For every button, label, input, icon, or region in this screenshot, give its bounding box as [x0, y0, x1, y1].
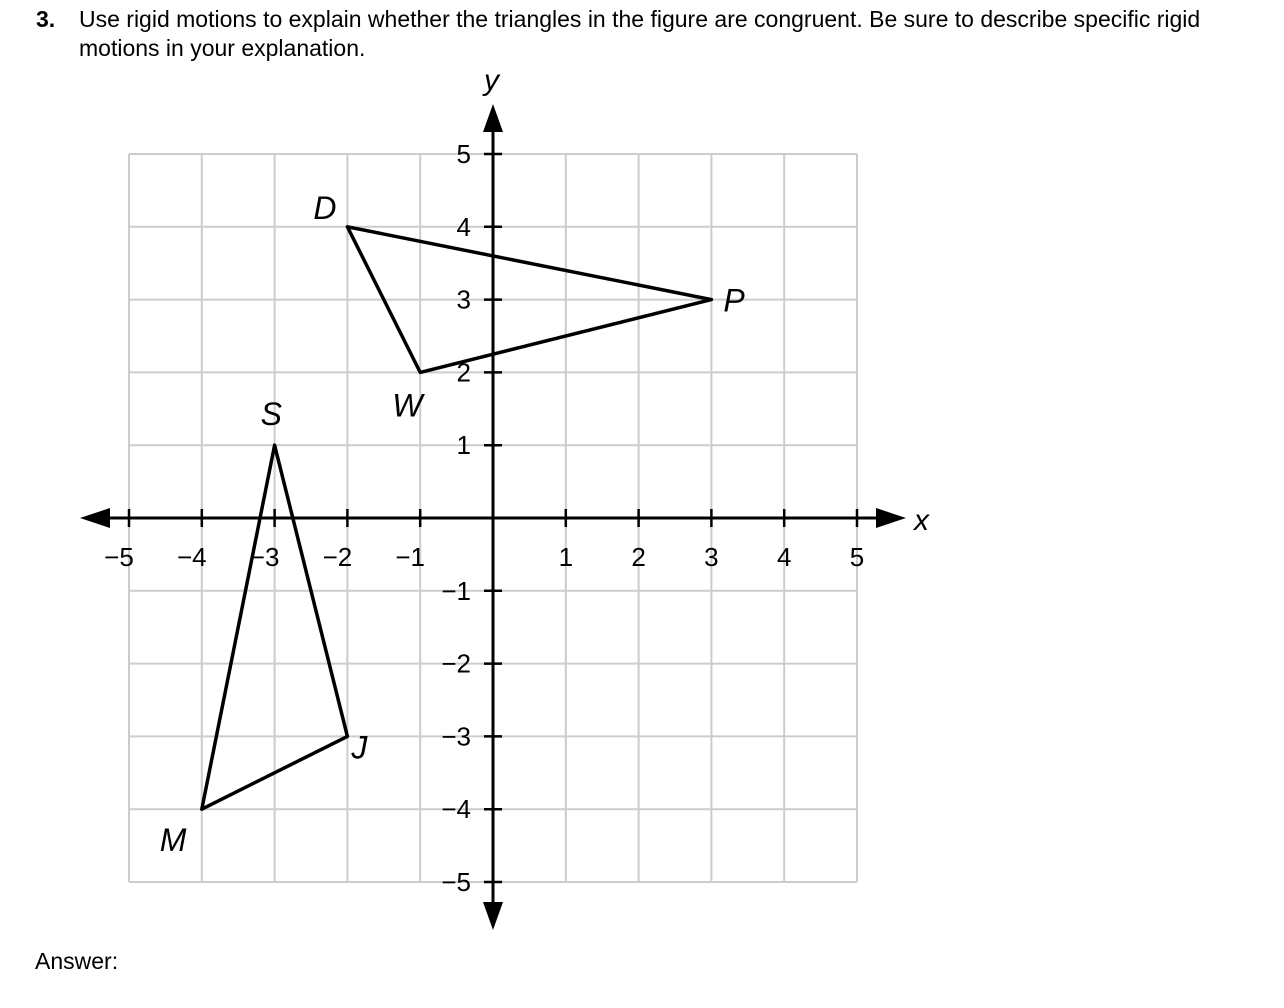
y-tick-label: −5: [441, 867, 471, 897]
x-tick-label: 1: [558, 542, 574, 572]
vertex-label-d: D: [313, 189, 337, 226]
x-tick-label: −3: [249, 542, 280, 572]
vertex-label-j: J: [351, 729, 368, 766]
y-axis-arrow-bottom: [483, 902, 503, 930]
labels: [104, 64, 930, 897]
y-tick-label: −1: [441, 575, 471, 606]
vertex-label-m: M: [159, 822, 187, 859]
y-tick-label: −3: [441, 721, 471, 752]
x-tick-label: 2: [631, 542, 646, 572]
vertex-label-w: W: [392, 387, 423, 424]
x-axis-arrow-left: [80, 508, 110, 528]
y-tick-label: 1: [456, 430, 471, 461]
x-axis-label: x: [914, 504, 929, 537]
y-tick-label: 4: [456, 211, 471, 242]
x-tick-label: 4: [776, 542, 792, 572]
vertex-label-p: P: [723, 282, 745, 319]
y-tick-label: 3: [456, 284, 471, 315]
x-tick-label: 5: [849, 542, 865, 572]
vertex-label-s: S: [260, 396, 282, 433]
y-tick-label: 2: [456, 357, 471, 388]
question-number: 3.: [36, 6, 56, 32]
y-tick-label: −2: [441, 648, 471, 679]
y-tick-label: 5: [456, 139, 471, 169]
y-axis-label: y: [484, 64, 499, 97]
x-tick-label: −2: [322, 542, 353, 572]
x-tick-label: −1: [395, 542, 426, 572]
x-tick-label: 3: [704, 542, 719, 572]
x-tick-label: −4: [176, 542, 207, 572]
answer-label: Answer:: [35, 948, 119, 974]
x-tick-label: −5: [104, 542, 134, 572]
y-axis-arrow-top: [483, 104, 503, 132]
question-text: Use rigid motions to explain whether the triangles in the figure are congruent. Be sure to describe specific rigid motions in your explanation.: [79, 6, 1201, 61]
y-tick-label: −4: [441, 794, 471, 825]
x-axis-arrow-right: [876, 508, 906, 528]
